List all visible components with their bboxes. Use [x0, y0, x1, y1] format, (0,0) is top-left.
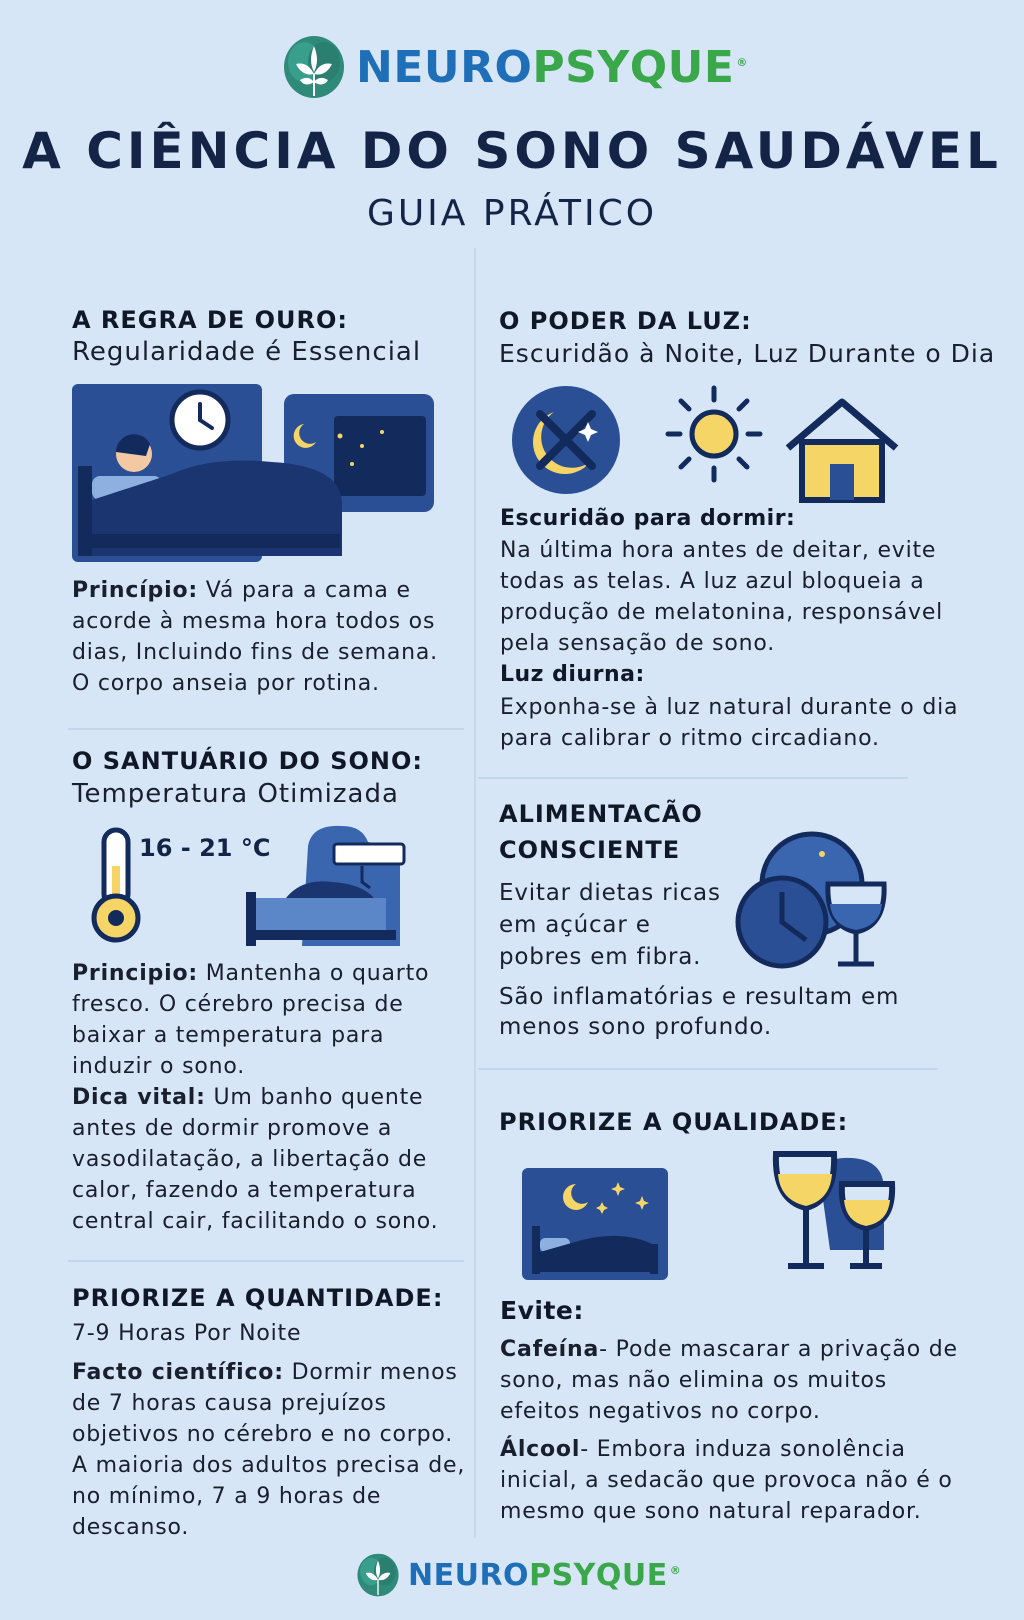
sun-icon	[664, 384, 764, 484]
qualidade-body-2: - Embora induza sonolência inicial, a sedacão que provoca não é o mesmo que sono natural reparador.	[500, 1437, 953, 1524]
qualidade-heading: PRIORIZE A QUALIDADE:	[499, 1108, 849, 1136]
cool-bedroom-ac-icon	[242, 822, 407, 946]
regra-text	[72, 575, 452, 699]
brand-reg-bottom: ®	[669, 1563, 682, 1577]
quantidade-label: Facto científico:	[72, 1360, 284, 1385]
page-subtitle: GUIA PRÁTICO	[366, 193, 658, 234]
brand-part2-bottom: PSYQUE	[529, 1557, 668, 1593]
divider-left-2	[68, 1260, 464, 1262]
luz-text-2: Exponha-se à luz natural durante o dia para calibrar o ritmo circadiano.	[500, 695, 959, 751]
regra-heading: A REGRA DE OURO:	[72, 306, 348, 334]
divider-right-2	[478, 1068, 938, 1070]
santuario-body-2: Um banho quente antes de dormir promove a vasodilatação, a libertação de calor, fazendo a temperatura central cair, facilitando o sono.	[72, 1085, 439, 1234]
quantidade-heading: PRIORIZE A QUANTIDADE:	[72, 1284, 444, 1312]
alimentacao-heading-2: CONSCIENTE	[499, 836, 681, 864]
brand-name-bottom	[408, 1558, 681, 1593]
quantidade-subheading: 7-9 Horas Por Noite	[72, 1321, 302, 1346]
top-brand	[282, 34, 748, 100]
brand-name	[356, 42, 748, 93]
brand-part1-bottom: NEURO	[408, 1557, 530, 1593]
temperature-range: 16 - 21 °C	[139, 834, 271, 862]
qualidade-label-1: Cafeína	[500, 1337, 600, 1362]
qualidade-evite: Evite:	[500, 1296, 584, 1325]
thermometer-icon	[88, 826, 144, 944]
santuario-text-1	[72, 958, 457, 1082]
santuario-text-2	[72, 1082, 467, 1237]
house-icon	[784, 398, 900, 504]
bottom-brand	[356, 1552, 681, 1598]
luz-label-2: Luz diurna:	[500, 662, 645, 687]
qualidade-label-2: Álcool	[500, 1437, 581, 1462]
santuario-heading: O SANTUÁRIO DO SONO:	[72, 747, 424, 775]
brand-part1: NEURO	[356, 41, 533, 93]
sleeping-person-bed-icon	[72, 384, 437, 562]
quantidade-text	[72, 1357, 467, 1543]
luz-text-1: Na última hora antes de deitar, evite todas as telas. A luz azul bloqueia a produção de melatonina, responsável pela sensação de sono.	[500, 538, 944, 656]
luz-label-1: Escuridão para dormir:	[500, 506, 796, 531]
divider-right-1	[478, 777, 908, 779]
night-bed-icon	[522, 1168, 668, 1280]
qualidade-text-1	[500, 1334, 960, 1427]
no-moon-icon	[510, 384, 622, 496]
regra-label: Princípio:	[72, 578, 198, 603]
qualidade-body-1: - Pode mascarar a privação de sono, mas não elimina os muitos efeitos negativos no corpo.	[500, 1337, 958, 1424]
santuario-label-2: Dica vital:	[72, 1085, 206, 1110]
luz-heading: O PODER DA LUZ:	[499, 307, 752, 335]
luz-subheading: Escuridão à Noite, Luz Durante o Dia	[499, 339, 996, 368]
wine-glasses-icon	[770, 1150, 900, 1274]
alimentacao-text-1: Evitar dietas ricas em açúcar e pobres em fibra.	[499, 880, 721, 970]
regra-subheading: Regularidade é Essencial	[72, 337, 422, 367]
divider-left-1	[68, 728, 464, 730]
santuario-subheading: Temperatura Otimizada	[72, 779, 399, 809]
clock-wine-icon	[734, 830, 894, 970]
brand-reg: ®	[736, 55, 748, 69]
regra-body: Vá para a cama e acorde à mesma hora todos os dias, Incluindo fins de semana. O corpo anseia por rotina.	[72, 578, 438, 696]
quantidade-body: Dormir menos de 7 horas causa prejuízos objetivos no cérebro e no corpo. A maioria dos adultos precisa de, no mínimo, 7 a 9 horas de descanso.	[72, 1360, 466, 1540]
brain-leaf-logo-icon	[282, 34, 346, 100]
santuario-label-1: Principio:	[72, 961, 198, 986]
alimentacao-heading-1: ALIMENTACÃO	[499, 800, 703, 828]
center-divider	[474, 248, 476, 1538]
brain-leaf-logo-icon	[356, 1552, 400, 1598]
santuario-body-1: Mantenha o quarto fresco. O cérebro precisa de baixar a temperatura para induzir o sono.	[72, 961, 430, 1079]
page-title: A CIÊNCIA DO SONO SAUDÁVEL	[22, 122, 1002, 180]
brand-part2: PSYQUE	[532, 41, 735, 93]
alimentacao-text-2: São inflamatórias e resultam em menos sono profundo.	[499, 984, 900, 1040]
qualidade-text-2	[500, 1434, 975, 1527]
